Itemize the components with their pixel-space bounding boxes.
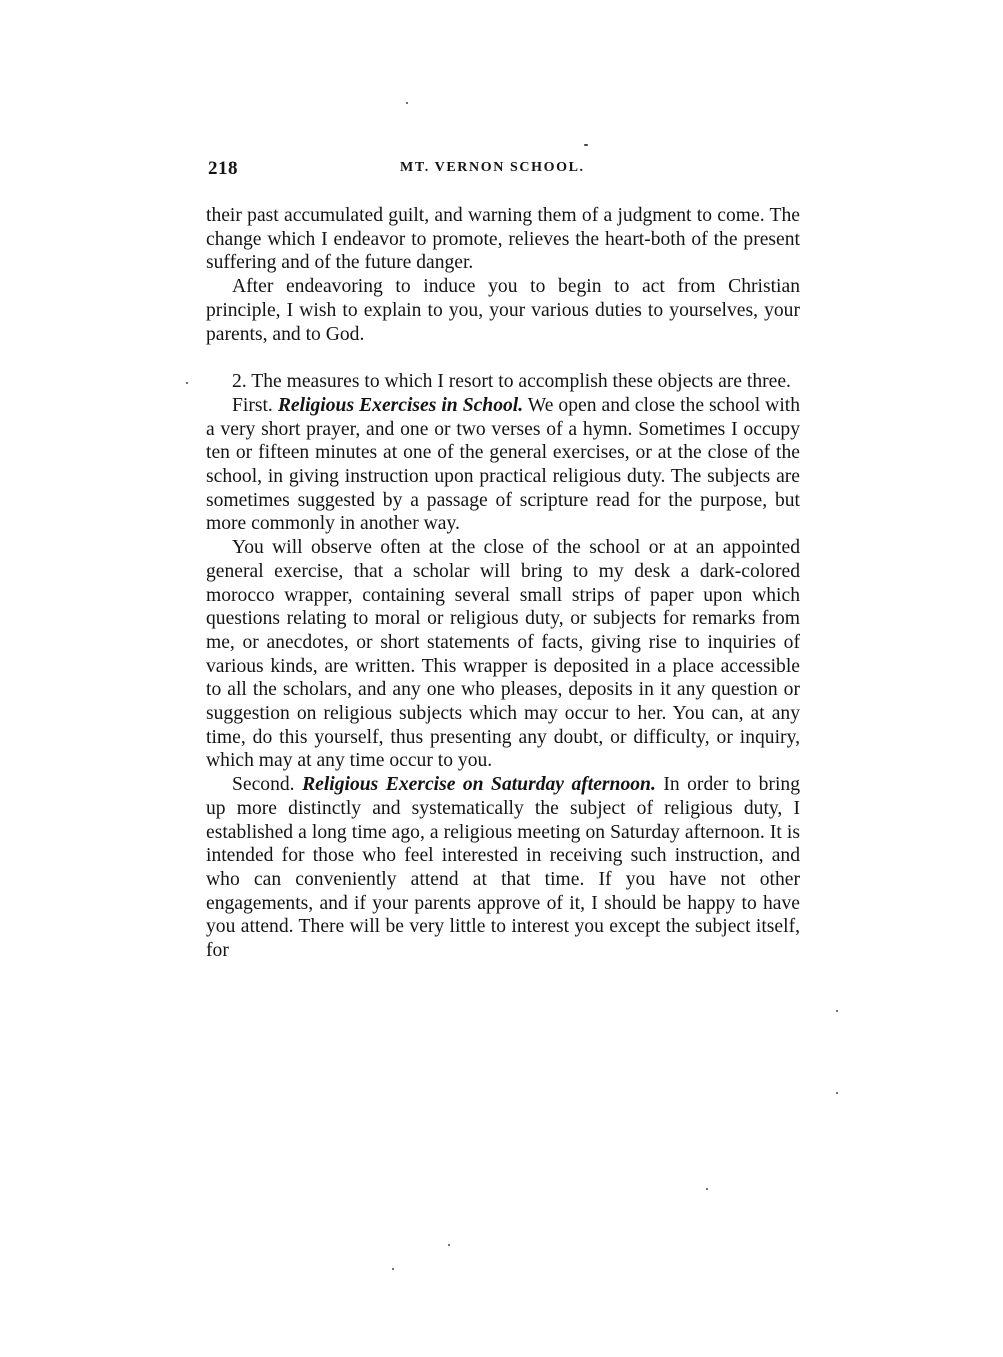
body-text	[206, 204, 800, 963]
paragraph-measures: 2. The measures to which I resort to accomplish these objects are three.	[232, 371, 791, 393]
scan-speck	[392, 1268, 394, 1270]
scan-speck	[186, 382, 188, 384]
paragraph-first-measure	[206, 394, 800, 536]
paragraph-second-measure	[206, 773, 800, 963]
paragraph-continued: their past accumulated guilt, and warning them of a judgment to come. The change which I endeavor to promote, relieves the heart-both of the present suffering and of the future danger.	[206, 205, 800, 274]
paragraph-duties: After endeavoring to induce you to begin to act from Christian principle, I wish to explain to you, your various duties to yourselves, your parents, and to God.	[206, 276, 800, 345]
first-measure-title: Religious Exercises in School.	[277, 394, 524, 416]
paragraph-wrapper: You will observe often at the close of the school or at an appointed general exercise, that a scholar will bring to my desk a dark-colored morocco wrapper, containing several small strips of paper upon which questions relating to moral or religious duty, or subjects for remarks from me, or anecdotes, or short statements of facts, giving rise to inquiries of various kinds, are written. This wrapper is deposited in a place accessible to all the scholars, and any one who pleases, deposits in it any question or suggestion on religious subjects which may occur to her. You can, at any time, do this yourself, thus presenting any doubt, or difficulty, or inquiry, which may at any time occur to you.	[206, 537, 800, 772]
scan-speck	[706, 1188, 708, 1190]
first-measure-text: We open and close the school with a very short prayer, and one or two verses of a hymn. Sometimes I occupy ten or fifteen minutes at one of the general exercises, or at the close of the school, in giving instruction upon practical religious duty. The subjects are sometimes suggested by a passage of scripture read for the purpose, but more commonly in another way.	[206, 394, 801, 535]
scan-speck	[836, 1092, 838, 1094]
first-label: First.	[232, 394, 273, 416]
second-label: Second.	[232, 774, 295, 796]
scan-speck	[448, 1244, 450, 1246]
second-measure-text: In order to bring up more distinctly and systematically the subject of religious duty, I established a long time ago, a religious meeting on Saturday afternoon. It is intended for those who feel interested in receiving such instruction, and who can conveniently attend at that time. If you have not other engagements, and if your parents approve of it, I should be happy to have you attend. There will be very little to interest you except the subject itself, for	[206, 774, 800, 962]
running-head: MT. VERNON SCHOOL.	[400, 160, 585, 175]
scan-speck	[836, 1010, 838, 1012]
scan-speck	[406, 102, 408, 104]
scan-speck	[584, 144, 588, 146]
page-number: 218	[208, 158, 238, 179]
second-measure-title: Religious Exercise on Saturday afternoon.	[302, 774, 656, 796]
page-header	[208, 158, 808, 188]
